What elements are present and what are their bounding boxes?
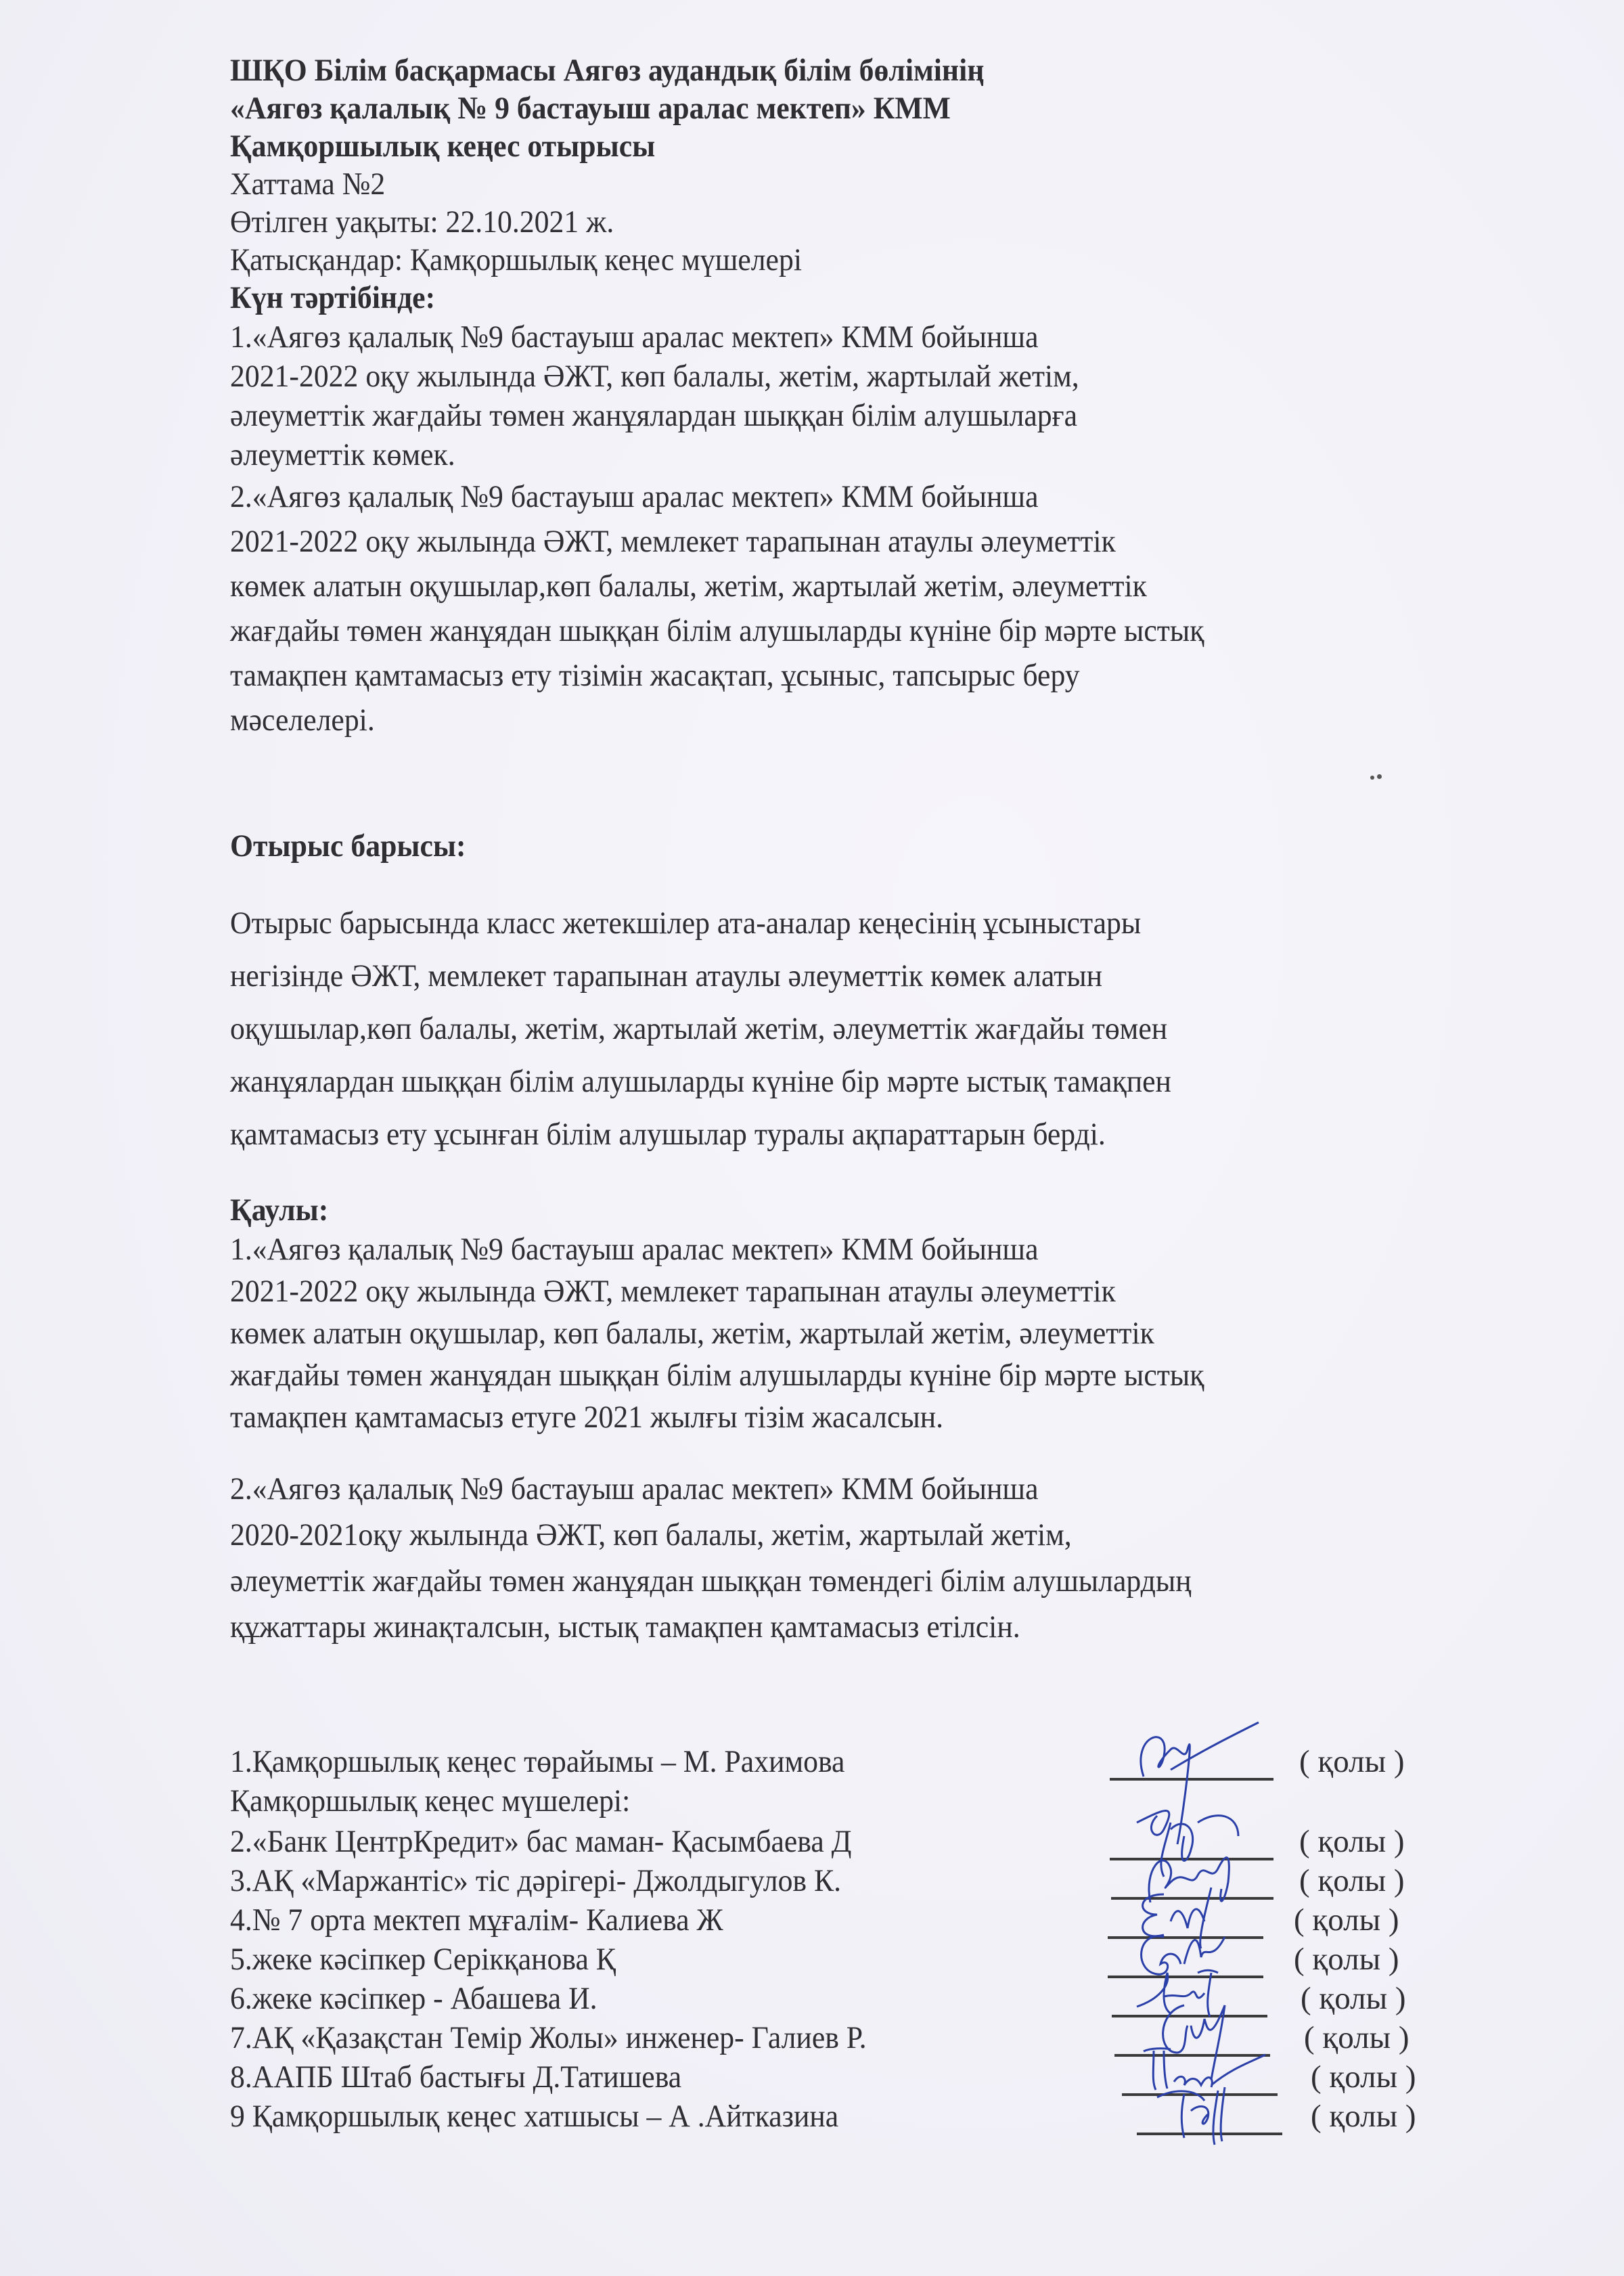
resolution-item-1-line: 1.«Аягөз қалалық №9 бастауыш аралас мектеп» КММ бойынша [230,1232,1039,1267]
signatory-name: 7.АҚ «Қазақстан Темір Жолы» инженер- Галиев Р. [230,2020,867,2055]
agenda-item-2-line: жағдайы төмен жанұядан шыққан білім алушыларды күніне бір мәрте ыстық [230,613,1204,648]
resolution-item-2-line: әлеуметтік жағдайы төмен жанұядан шыққан төмендегі білім алушылардың [230,1563,1192,1599]
header-school-name: «Аягөз қалалық № 9 бастауыш аралас мектеп» КММ [230,91,951,126]
resolution-heading: Қаулы: [230,1192,329,1228]
agenda-item-1-line: әлеуметтік көмек. [230,437,455,472]
proceedings-line: оқушылар,көп балалы, жетім, жартылай жетім, әлеуметтік жағдайы төмен [230,1011,1168,1046]
signature-label: ( қолы ) [1299,1824,1405,1859]
agenda-item-2-line: 2.«Аягөз қалалық №9 бастауыш аралас мектеп» КММ бойынша [230,479,1039,514]
agenda-item-1-line: әлеуметтік жағдайы төмен жанұялардан шыққан білім алушыларға [230,398,1077,433]
signature-row [230,1901,1448,1942]
print-speck [1377,774,1382,779]
agenda-item-2-line: тамақпен қамтамасыз ету тізімін жасақтап, ұсыныс, тапсырыс беру [230,658,1080,693]
agenda-item-1-line: 2021-2022 оқу жылында ӘЖТ, көп балалы, жетім, жартылай жетім, [230,359,1079,394]
print-speck [1370,776,1374,780]
resolution-item-1-line: 2021-2022 оқу жылында ӘЖТ, мемлекет тарапынан атаулы әлеуметтік [230,1274,1116,1309]
signature-label: ( қолы ) [1299,1744,1405,1779]
signatory-name: 9 Қамқоршылық кеңес хатшысы – А .Айтказина [230,2099,839,2134]
proceedings-line: қамтамасыз ету ұсынған білім алушылар туралы ақпараттарын берді. [230,1117,1106,1152]
proceedings-line: жанұялардан шыққан білім алушыларды күніне бір мәрте ыстық тамақпен [230,1064,1171,1099]
signature-label: ( қолы ) [1301,1981,1406,2016]
resolution-item-2-line: құжаттары жинақталсын, ыстық тамақпен қамтамасыз етілсін. [230,1609,1020,1645]
members-heading: Қамқоршылық кеңес мүшелері: [230,1783,631,1818]
signatory-name: 5.жеке кәсіпкер Серікқанова Қ [230,1942,616,1977]
handwritten-signature [1144,2077,1279,2151]
proceedings-heading: Отырыс барысы: [230,828,466,864]
header-organization: ШҚО Білім басқармасы Аягөз аудандық білім бөлімінің [230,53,985,88]
participants: Қатысқандар: Қамқоршылық кеңес мүшелері [230,242,802,277]
signature-label: ( қолы ) [1294,1902,1399,1938]
signature-label: ( қолы ) [1304,2020,1409,2055]
agenda-item-2-line: көмек алатын оқушылар,көп балалы, жетім, жартылай жетім, әлеуметтік [230,568,1147,604]
signature-label: ( қолы ) [1311,2099,1416,2134]
agenda-heading: Күн тәртібінде: [230,280,436,315]
agenda-item-2-line: мәселелері. [230,702,375,738]
document-title: Қамқоршылық кеңес отырысы [230,129,656,164]
signature-label: ( қолы ) [1299,1863,1405,1898]
signatory-name: 3.АҚ «Маржантіс» тіс дәрігері- Джолдыгулов К. [230,1863,842,1898]
agenda-item-1-line: 1.«Аягөз қалалық №9 бастауыш аралас мектеп» КММ бойынша [230,319,1039,355]
signature-row [230,1940,1448,1981]
resolution-item-2-line: 2.«Аягөз қалалық №9 бастауыш аралас мектеп» КММ бойынша [230,1471,1039,1507]
resolution-item-1-line: көмек алатын оқушылар, көп балалы, жетім, жартылай жетім, әлеуметтік [230,1316,1154,1351]
signatory-name: 2.«Банк ЦентрКредит» бас маман- Қасымбаева Д [230,1824,852,1859]
resolution-item-2-line: 2020-2021оқу жылында ӘЖТ, көп балалы, жетім, жартылай жетім, [230,1517,1072,1553]
signature-label: ( қолы ) [1311,2059,1416,2095]
proceedings-line: негізінде ӘЖТ, мемлекет тарапынан атаулы әлеуметтік көмек алатын [230,958,1103,994]
signatory-name: 4.№ 7 орта мектеп мұғалім- Калиева Ж [230,1902,723,1938]
resolution-item-1-line: жағдайы төмен жанұядан шыққан білім алушыларды күніне бір мәрте ыстық [230,1358,1204,1393]
resolution-item-1-line: тамақпен қамтамасыз етуге 2021 жылғы тізім жасалсын. [230,1400,944,1435]
signature-row [230,1862,1448,1902]
agenda-item-2-line: 2021-2022 оқу жылында ӘЖТ, мемлекет тарапынан атаулы әлеуметтік [230,524,1116,559]
signatory-name: 8.ААПБ Штаб бастығы Д.Татишева [230,2059,682,2095]
signature-label: ( қолы ) [1294,1942,1399,1977]
signature-row [230,2097,1448,2138]
signatory-name: 6.жеке кәсіпкер - Абашева И. [230,1981,597,2016]
signature-row [230,1743,1448,1783]
meeting-date: Өтілген уақыты: 22.10.2021 ж. [230,204,614,240]
protocol-number: Хаттама №2 [230,166,386,202]
signatory-name: 1.Қамқоршылық кеңес төрайымы – М. Рахимова [230,1744,845,1779]
proceedings-line: Отырыс барысында класс жетекшілер ата-аналар кеңесінің ұсыныстары [230,906,1142,941]
